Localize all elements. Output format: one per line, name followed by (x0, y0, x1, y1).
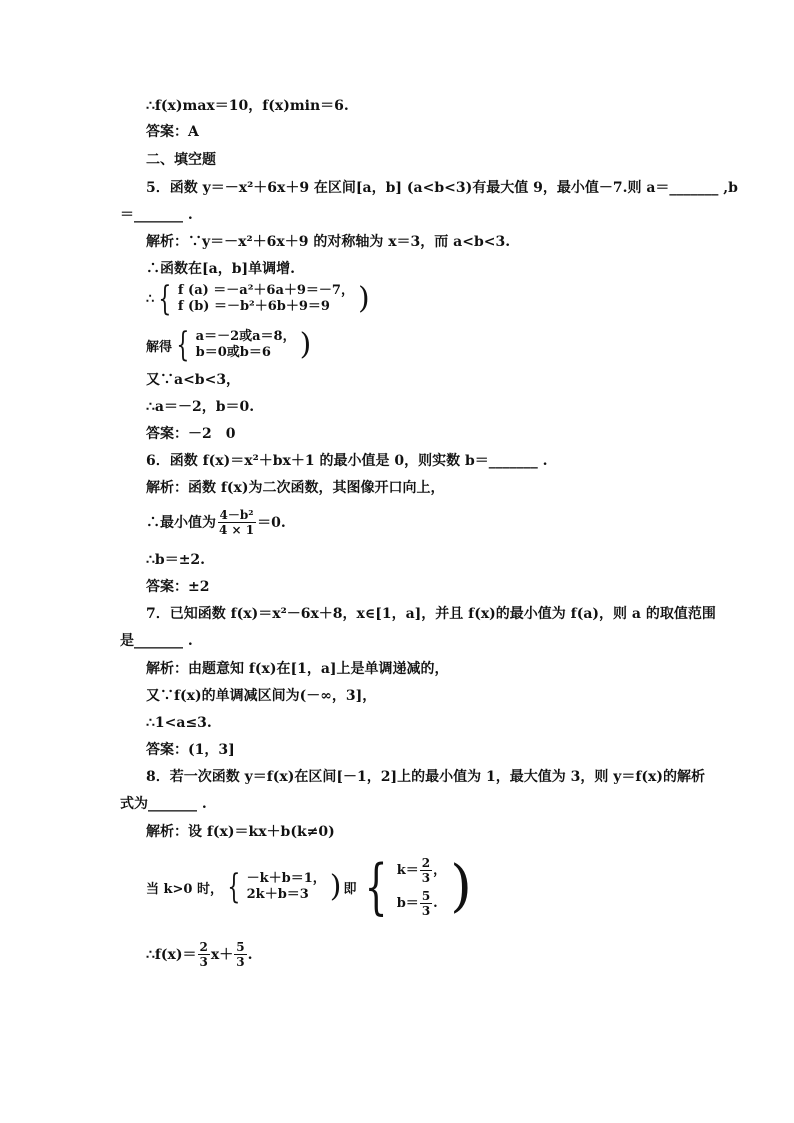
system-row-1: －k＋b＝1， (246, 871, 326, 886)
q6-answer: 答案：±2 (146, 579, 210, 595)
that-is-label: 即 (343, 881, 357, 897)
question-5-cont: ＝_______ . (120, 207, 193, 223)
q5-monotonic: ∴函数在[a，b]单调增. (146, 261, 295, 277)
fraction-denominator: 3 (199, 955, 208, 969)
left-brace: { (227, 867, 241, 907)
system-row-2: 2k＋b＝3 (246, 887, 309, 902)
question-8: 8．若一次函数 y＝f(x)在区间[－1，2]上的最小值为 1，最大值为 3，则 y＝f(x)的解析 (146, 769, 705, 785)
fraction-numerator: 2 (421, 856, 431, 870)
q6-result: ∴b＝±2. (146, 552, 206, 568)
equals-zero: ＝0. (257, 514, 286, 531)
question-7-cont: 是_______ . (120, 633, 193, 649)
q5-condition: 又∵a<b<3， (146, 372, 241, 388)
q5-answer: 答案：－2 0 (146, 426, 236, 442)
fraction-denominator: 4 × 1 (219, 523, 255, 537)
k-equals: k＝ (396, 862, 419, 878)
q8-system (146, 852, 472, 922)
solution-k (397, 856, 446, 885)
fraction-denominator: 3 (236, 955, 245, 969)
f-equals: ∴f(x)＝ (146, 946, 197, 963)
fraction (420, 856, 432, 885)
question-8-cont: 式为_______ . (120, 796, 207, 812)
fraction (217, 508, 256, 537)
min-value-label: ∴最小值为 (146, 514, 216, 531)
question-6: 6．函数 f(x)＝x²＋bx＋1 的最小值是 0，则实数 b＝_______ . (146, 453, 548, 469)
x-plus: x＋ (210, 946, 234, 963)
comma: ， (433, 862, 447, 878)
therefore-symbol: ∴ (146, 291, 155, 307)
q7-analysis: 解析：由题意知 f(x)在[1，a]上是单调递减的， (146, 661, 449, 677)
q8-analysis: 解析：设 f(x)＝kx＋b(k≠0) (146, 824, 335, 840)
q5-result: ∴a＝－2，b＝0. (146, 399, 255, 415)
fraction (198, 940, 210, 969)
q8-result (146, 940, 252, 969)
left-brace: { (364, 852, 388, 922)
fraction (234, 940, 246, 969)
solution-b (397, 889, 446, 918)
system-row-1: f (a) ＝－a²＋6a＋9＝－7， (177, 283, 354, 298)
q5-system-2 (146, 325, 312, 365)
line-fmax-fmin: ∴f(x)max＝10，f(x)min＝6. (146, 98, 349, 114)
q7-answer: 答案：(1，3] (146, 742, 235, 758)
q5-system-1 (146, 279, 370, 319)
q5-analysis: 解析：∵y＝－x²＋6x＋9 的对称轴为 x＝3，而 a<b<3. (146, 234, 511, 250)
fraction-numerator: 5 (421, 889, 431, 903)
period: . (247, 946, 253, 963)
left-brace: { (158, 279, 172, 319)
right-paren: ) (329, 869, 342, 904)
left-brace: { (176, 325, 190, 365)
fraction-numerator: 2 (199, 940, 208, 954)
q6-min-value (146, 508, 286, 537)
b-equals: b＝ (396, 895, 419, 911)
question-5: 5．函数 y＝－x²＋6x＋9 在区间[a，b] (a<b<3)有最大值 9，最小值－7.则 a＝_______ ,b (146, 180, 738, 196)
fraction-denominator: 3 (421, 871, 431, 885)
q6-analysis: 解析：函数 f(x)为二次函数，其图像开口向上， (146, 480, 445, 496)
fraction-numerator: 4－b² (219, 508, 254, 522)
right-paren: ) (450, 854, 472, 919)
q7-result: ∴1<a≤3. (146, 715, 212, 731)
right-paren: ) (357, 281, 370, 316)
fraction (420, 889, 432, 918)
fraction-numerator: 5 (236, 940, 245, 954)
section-heading-fill-in: 二、填空题 (146, 152, 216, 168)
case-label: 当 k>0 时， (146, 881, 223, 897)
system-row-1: a＝－2或a＝8， (195, 329, 296, 344)
q7-interval: 又∵f(x)的单调减区间为(－∞，3]， (146, 688, 377, 704)
solve-label: 解得 (146, 339, 173, 355)
period: . (433, 895, 438, 911)
line-answer-a: 答案：A (146, 124, 199, 140)
right-paren: ) (299, 327, 312, 362)
question-7: 7．已知函数 f(x)＝x²－6x＋8，x∈[1，a]，并且 f(x)的最小值为 f(a)，则 a 的取值范围 (146, 606, 716, 622)
system-row-2: f (b) ＝－b²＋6b＋9＝9 (177, 299, 330, 314)
system-row-2: b＝0或b＝6 (195, 345, 271, 360)
fraction-denominator: 3 (421, 904, 431, 918)
